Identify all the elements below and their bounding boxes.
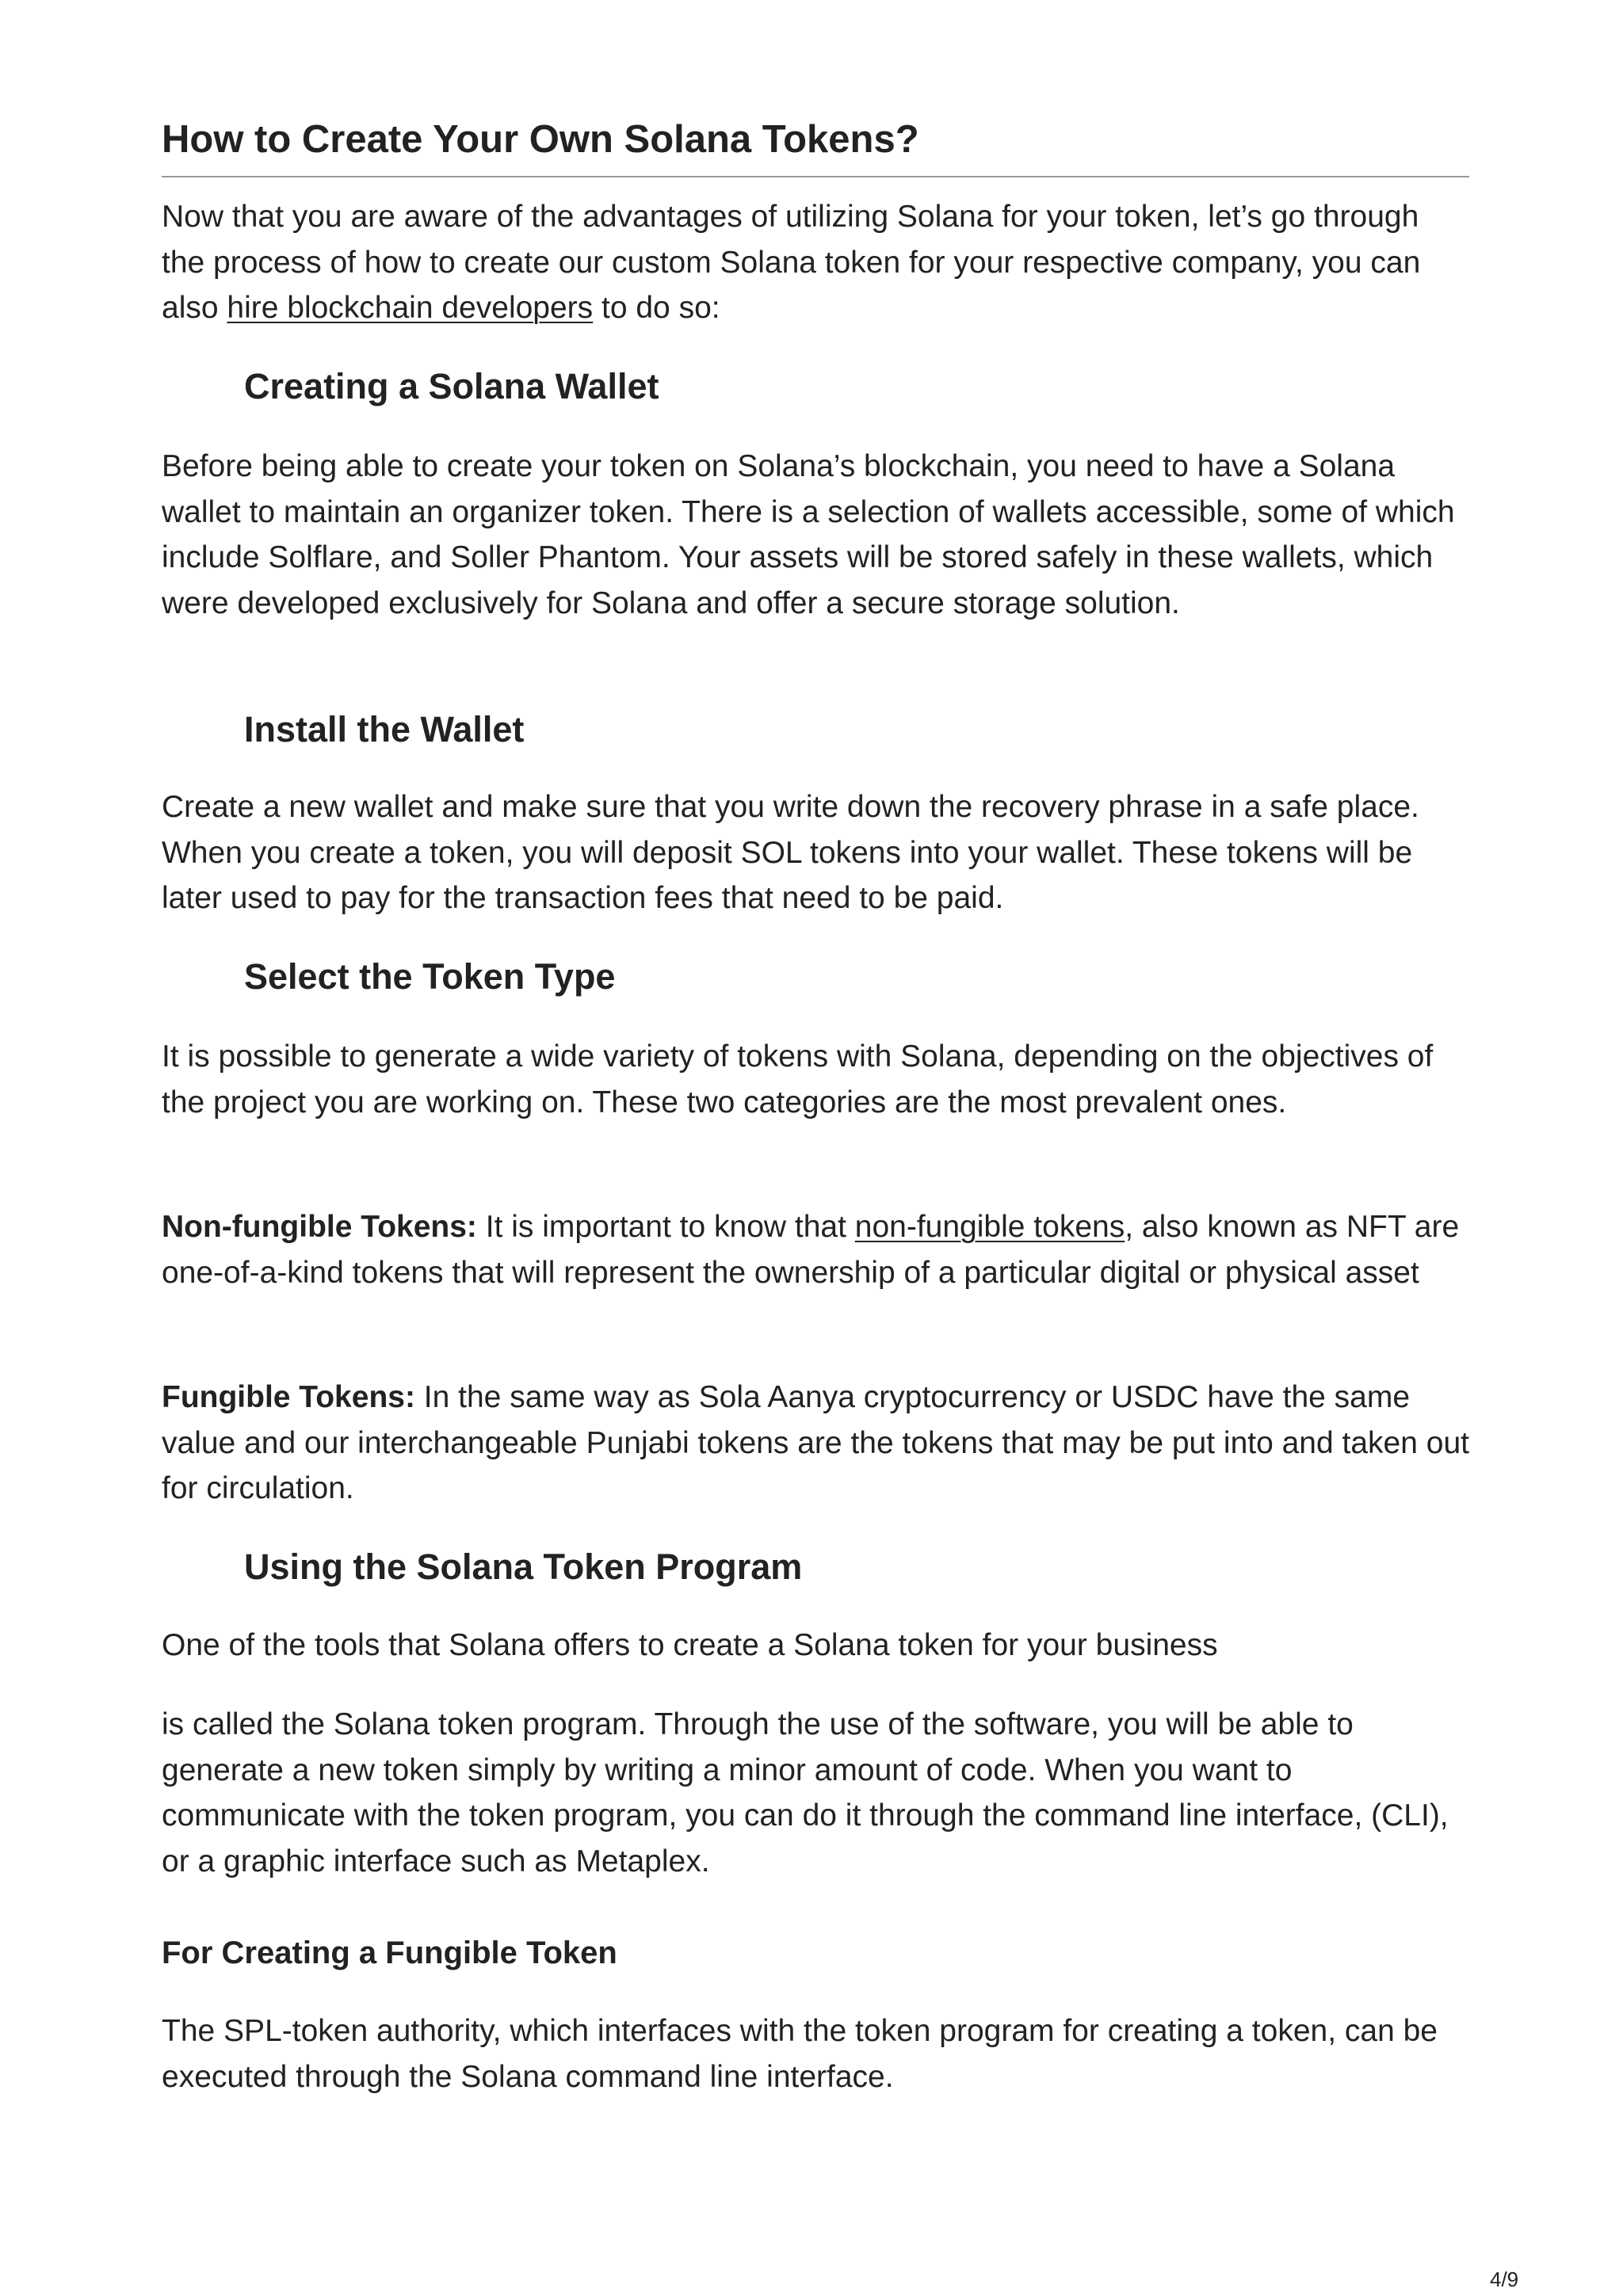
heading-fungible-token: For Creating a Fungible Token — [162, 1936, 617, 1970]
program-text-2: is called the Solana token program. Through the use of the software, you will be able to generate a new token simply by writing a minor amount of code. When you want to communicate with the token program, you can do it through the command line interface, (CLI), or a graphic interface such as Metaplex. — [162, 1707, 1449, 1878]
heading-select-token-type: Select the Token Type — [244, 956, 616, 997]
heading-creating-wallet: Creating a Solana Wallet — [244, 366, 659, 406]
token-type-text: It is possible to generate a wide variety of tokens with Solana, depending on the objectives of the project you are working on. These two categories are the most prevalent ones. — [162, 1039, 1434, 1119]
program-paragraph-2 — [162, 1702, 1469, 1884]
hire-blockchain-developers-link[interactable]: hire blockchain developers — [227, 291, 594, 325]
fungible-create-text: The SPL-token authority, which interfaces with the token program for creating a token, can be executed through the Solana command line interface. — [162, 2014, 1438, 2094]
heading-token-program: Using the Solana Token Program — [244, 1547, 803, 1587]
nft-paragraph — [162, 1204, 1469, 1295]
intro-text-end: to do so: — [593, 291, 720, 325]
heading-install-wallet: Install the Wallet — [244, 709, 525, 749]
install-text: Create a new wallet and make sure that you write down the recovery phrase in a safe place. When you create a token, you will deposit SOL tokens into your wallet. These tokens will be later used to pay for the transaction fees that need to be paid. — [162, 790, 1419, 915]
fungible-paragraph — [162, 1375, 1469, 1512]
install-paragraph — [162, 784, 1469, 921]
intro-paragraph — [162, 194, 1469, 331]
intro-text: Now that you are aware of the advantages of utilizing Solana for your token, let’s go through the process of how to create our custom Solana token for your respective company, you can also — [162, 200, 1421, 325]
program-paragraph-1 — [162, 1623, 1469, 1669]
nft-text: It is important to know that — [476, 1210, 855, 1244]
page-title: How to Create Your Own Solana Tokens? — [162, 118, 919, 161]
program-text-1: One of the tools that Solana offers to create a Solana token for your business — [162, 1628, 1218, 1662]
nft-text-end: , also known as NFT are one-of-a-kind tokens that will represent the ownership of a particular digital or physical asset — [162, 1210, 1460, 1290]
fungible-label: Fungible Tokens: — [162, 1380, 415, 1414]
title-divider — [162, 176, 1469, 177]
nft-label: Non-fungible Tokens: — [162, 1210, 477, 1244]
fungible-text: In the same way as Sola Aanya cryptocurrency or USDC have the same value and our interchangeable Punjabi tokens are the tokens that may be put into and taken out for circulation. — [162, 1380, 1469, 1505]
wallet-text: Before being able to create your token on Solana’s blockchain, you need to have a Solana wallet to maintain an organizer token. There is a selection of wallets accessible, some of which include Solflare, and Soller Phantom. Your assets will be stored safely in these wallets, which were developed exclusively for Solana and offer a secure storage solution. — [162, 449, 1455, 620]
non-fungible-tokens-link[interactable]: non-fungible tokens — [854, 1210, 1125, 1244]
wallet-paragraph — [162, 444, 1469, 626]
token-type-paragraph — [162, 1034, 1469, 1125]
page-number: 4/9 — [1490, 2267, 1519, 2291]
fungible-create-paragraph — [162, 2008, 1469, 2100]
